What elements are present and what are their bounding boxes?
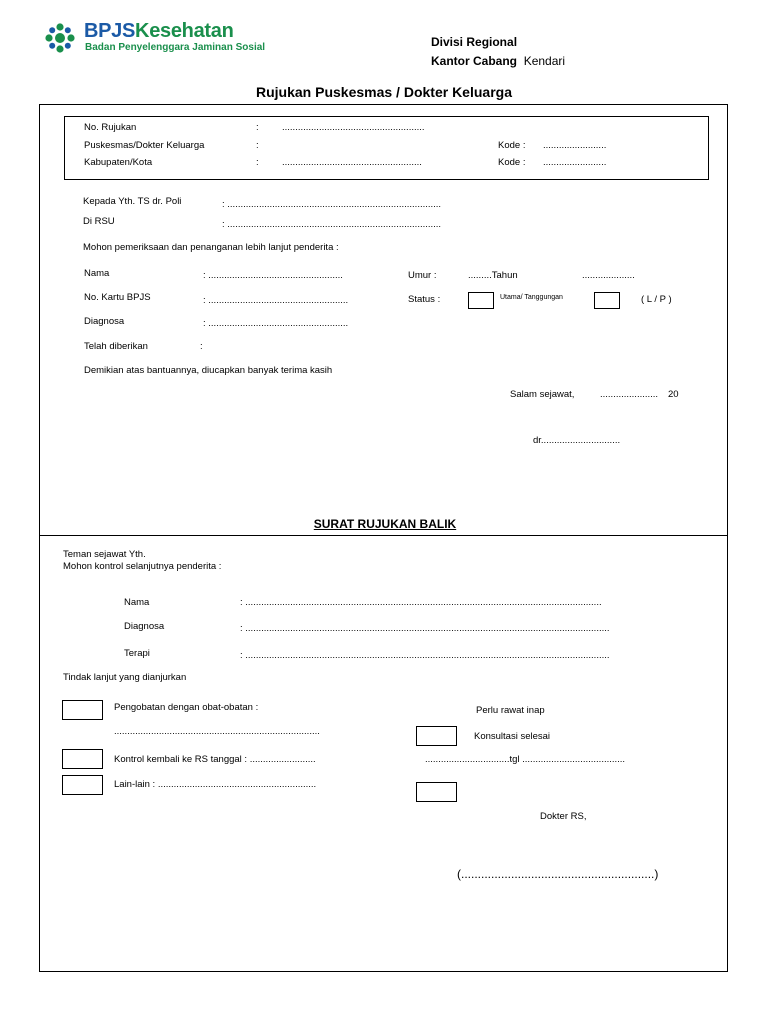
- pengobatan-label: Pengobatan dengan obat-obatan :: [114, 702, 259, 713]
- umur-extra-field[interactable]: ....................: [582, 270, 635, 281]
- gender-checkbox[interactable]: [594, 292, 620, 309]
- logo-bpjs-text: BPJS: [84, 20, 136, 42]
- logo-subtitle: Badan Penyelenggara Jaminan Sosial: [85, 42, 266, 53]
- no-rujukan-field[interactable]: ......................................................: [282, 122, 425, 133]
- rawat-inap-label: Perlu rawat inap: [476, 705, 545, 716]
- kantor-cabang-text: Kantor Cabang: [431, 54, 518, 68]
- kartu-bpjs-field[interactable]: : .....................................................: [203, 295, 349, 306]
- puskesmas-kode-label: Kode :: [498, 140, 526, 151]
- puskesmas-colon: :: [256, 140, 259, 151]
- telah-diberikan-colon: :: [200, 341, 203, 352]
- kontrol-checkbox[interactable]: [62, 749, 103, 769]
- kabupaten-kode-label: Kode :: [498, 157, 526, 168]
- balik-nama-field[interactable]: : .......................................................................................................................................: [240, 597, 602, 608]
- puskesmas-kode-field[interactable]: ........................: [543, 140, 607, 151]
- balik-diagnosa-field[interactable]: : ..........................................................................................................................................: [240, 623, 610, 634]
- pengobatan-field[interactable]: ..............................................................................: [114, 726, 320, 737]
- dokter-rs-label: Dokter RS,: [540, 811, 587, 822]
- kartu-bpjs-label: No. Kartu BPJS: [84, 292, 151, 303]
- tahun-field[interactable]: .........Tahun: [468, 270, 518, 281]
- section-divider: [39, 535, 728, 536]
- kontrol-kembali-label: Kontrol kembali ke RS tanggal : .........................: [114, 754, 316, 765]
- demikian-text: Demikian atas bantuannya, diucapkan banyak terima kasih: [84, 365, 333, 376]
- extra-checkbox[interactable]: [416, 782, 457, 802]
- balik-nama-label: Nama: [124, 597, 150, 608]
- konsultasi-checkbox[interactable]: [416, 726, 457, 746]
- mohon-pemeriksaan-text: Mohon pemeriksaan dan penanganan lebih lanjut penderita :: [83, 242, 339, 253]
- kantor-cabang-label: [431, 54, 565, 68]
- status-label: Status :: [408, 294, 441, 305]
- konsultasi-label: Konsultasi selesai: [474, 731, 551, 742]
- bpjs-logo-icon: [44, 22, 76, 54]
- lain-lain-label: Lain-lain : ............................................................: [114, 779, 317, 790]
- kepada-field[interactable]: : .................................................................................: [222, 199, 442, 210]
- balik-terapi-label: Terapi: [124, 648, 150, 659]
- telah-diberikan-label: Telah diberikan: [84, 341, 148, 352]
- kabupaten-kode-field[interactable]: ........................: [543, 157, 607, 168]
- kabupaten-field[interactable]: .....................................................: [282, 157, 422, 168]
- umur-label: Umur :: [408, 270, 437, 281]
- bpjs-logo: [44, 20, 266, 56]
- di-rsu-label: Di RSU: [83, 216, 115, 227]
- kepada-label: Kepada Yth. TS dr. Poli: [83, 196, 182, 207]
- puskesmas-label: Puskesmas/Dokter Keluarga: [84, 140, 205, 151]
- logo-kesehatan-text: Kesehatan: [135, 20, 234, 42]
- kabupaten-colon: :: [256, 157, 259, 168]
- mohon-kontrol-text: Mohon kontrol selanjutnya penderita :: [63, 561, 222, 572]
- status-option-text: Utama/ Tanggungan: [500, 294, 563, 301]
- tanggal-field[interactable]: ......................: [600, 389, 659, 400]
- outer-frame: [39, 104, 728, 972]
- page-title: Rujukan Puskesmas / Dokter Keluarga: [256, 84, 512, 100]
- kantor-cabang-value: Kendari: [523, 54, 566, 68]
- diagnosa-field[interactable]: : .....................................................: [203, 318, 349, 329]
- balik-terapi-field[interactable]: : ..........................................................................................................................................: [240, 650, 610, 661]
- nama-field[interactable]: : ...................................................: [203, 270, 343, 281]
- rujukan-balik-title: SURAT RUJUKAN BALIK: [313, 517, 457, 531]
- no-rujukan-label: No. Rujukan: [84, 122, 137, 133]
- gender-lp-label: ( L / P ): [641, 294, 672, 305]
- pengobatan-checkbox[interactable]: [62, 700, 103, 720]
- di-rsu-field[interactable]: : .................................................................................: [222, 219, 442, 230]
- kabupaten-label: Kabupaten/Kota: [84, 157, 153, 168]
- lain-lain-checkbox[interactable]: [62, 775, 103, 795]
- tindak-lanjut-text: Tindak lanjut yang dianjurkan: [63, 672, 187, 683]
- no-rujukan-colon: :: [256, 122, 259, 133]
- divisi-regional-label: Divisi Regional: [431, 35, 518, 49]
- nama-label: Nama: [84, 268, 110, 279]
- balik-diagnosa-label: Diagnosa: [124, 621, 165, 632]
- tahun-20-text: 20: [668, 389, 679, 400]
- salam-sejawat-text: Salam sejawat,: [510, 389, 575, 400]
- dokter-signature-field[interactable]: (..........................................................): [457, 867, 659, 881]
- teman-sejawat-text: Teman sejawat Yth.: [63, 549, 146, 560]
- status-checkbox[interactable]: [468, 292, 494, 309]
- diagnosa-label: Diagnosa: [84, 316, 125, 327]
- tgl-field[interactable]: ................................tgl .......................................: [425, 754, 626, 765]
- dr-signature-field[interactable]: dr..............................: [533, 435, 621, 446]
